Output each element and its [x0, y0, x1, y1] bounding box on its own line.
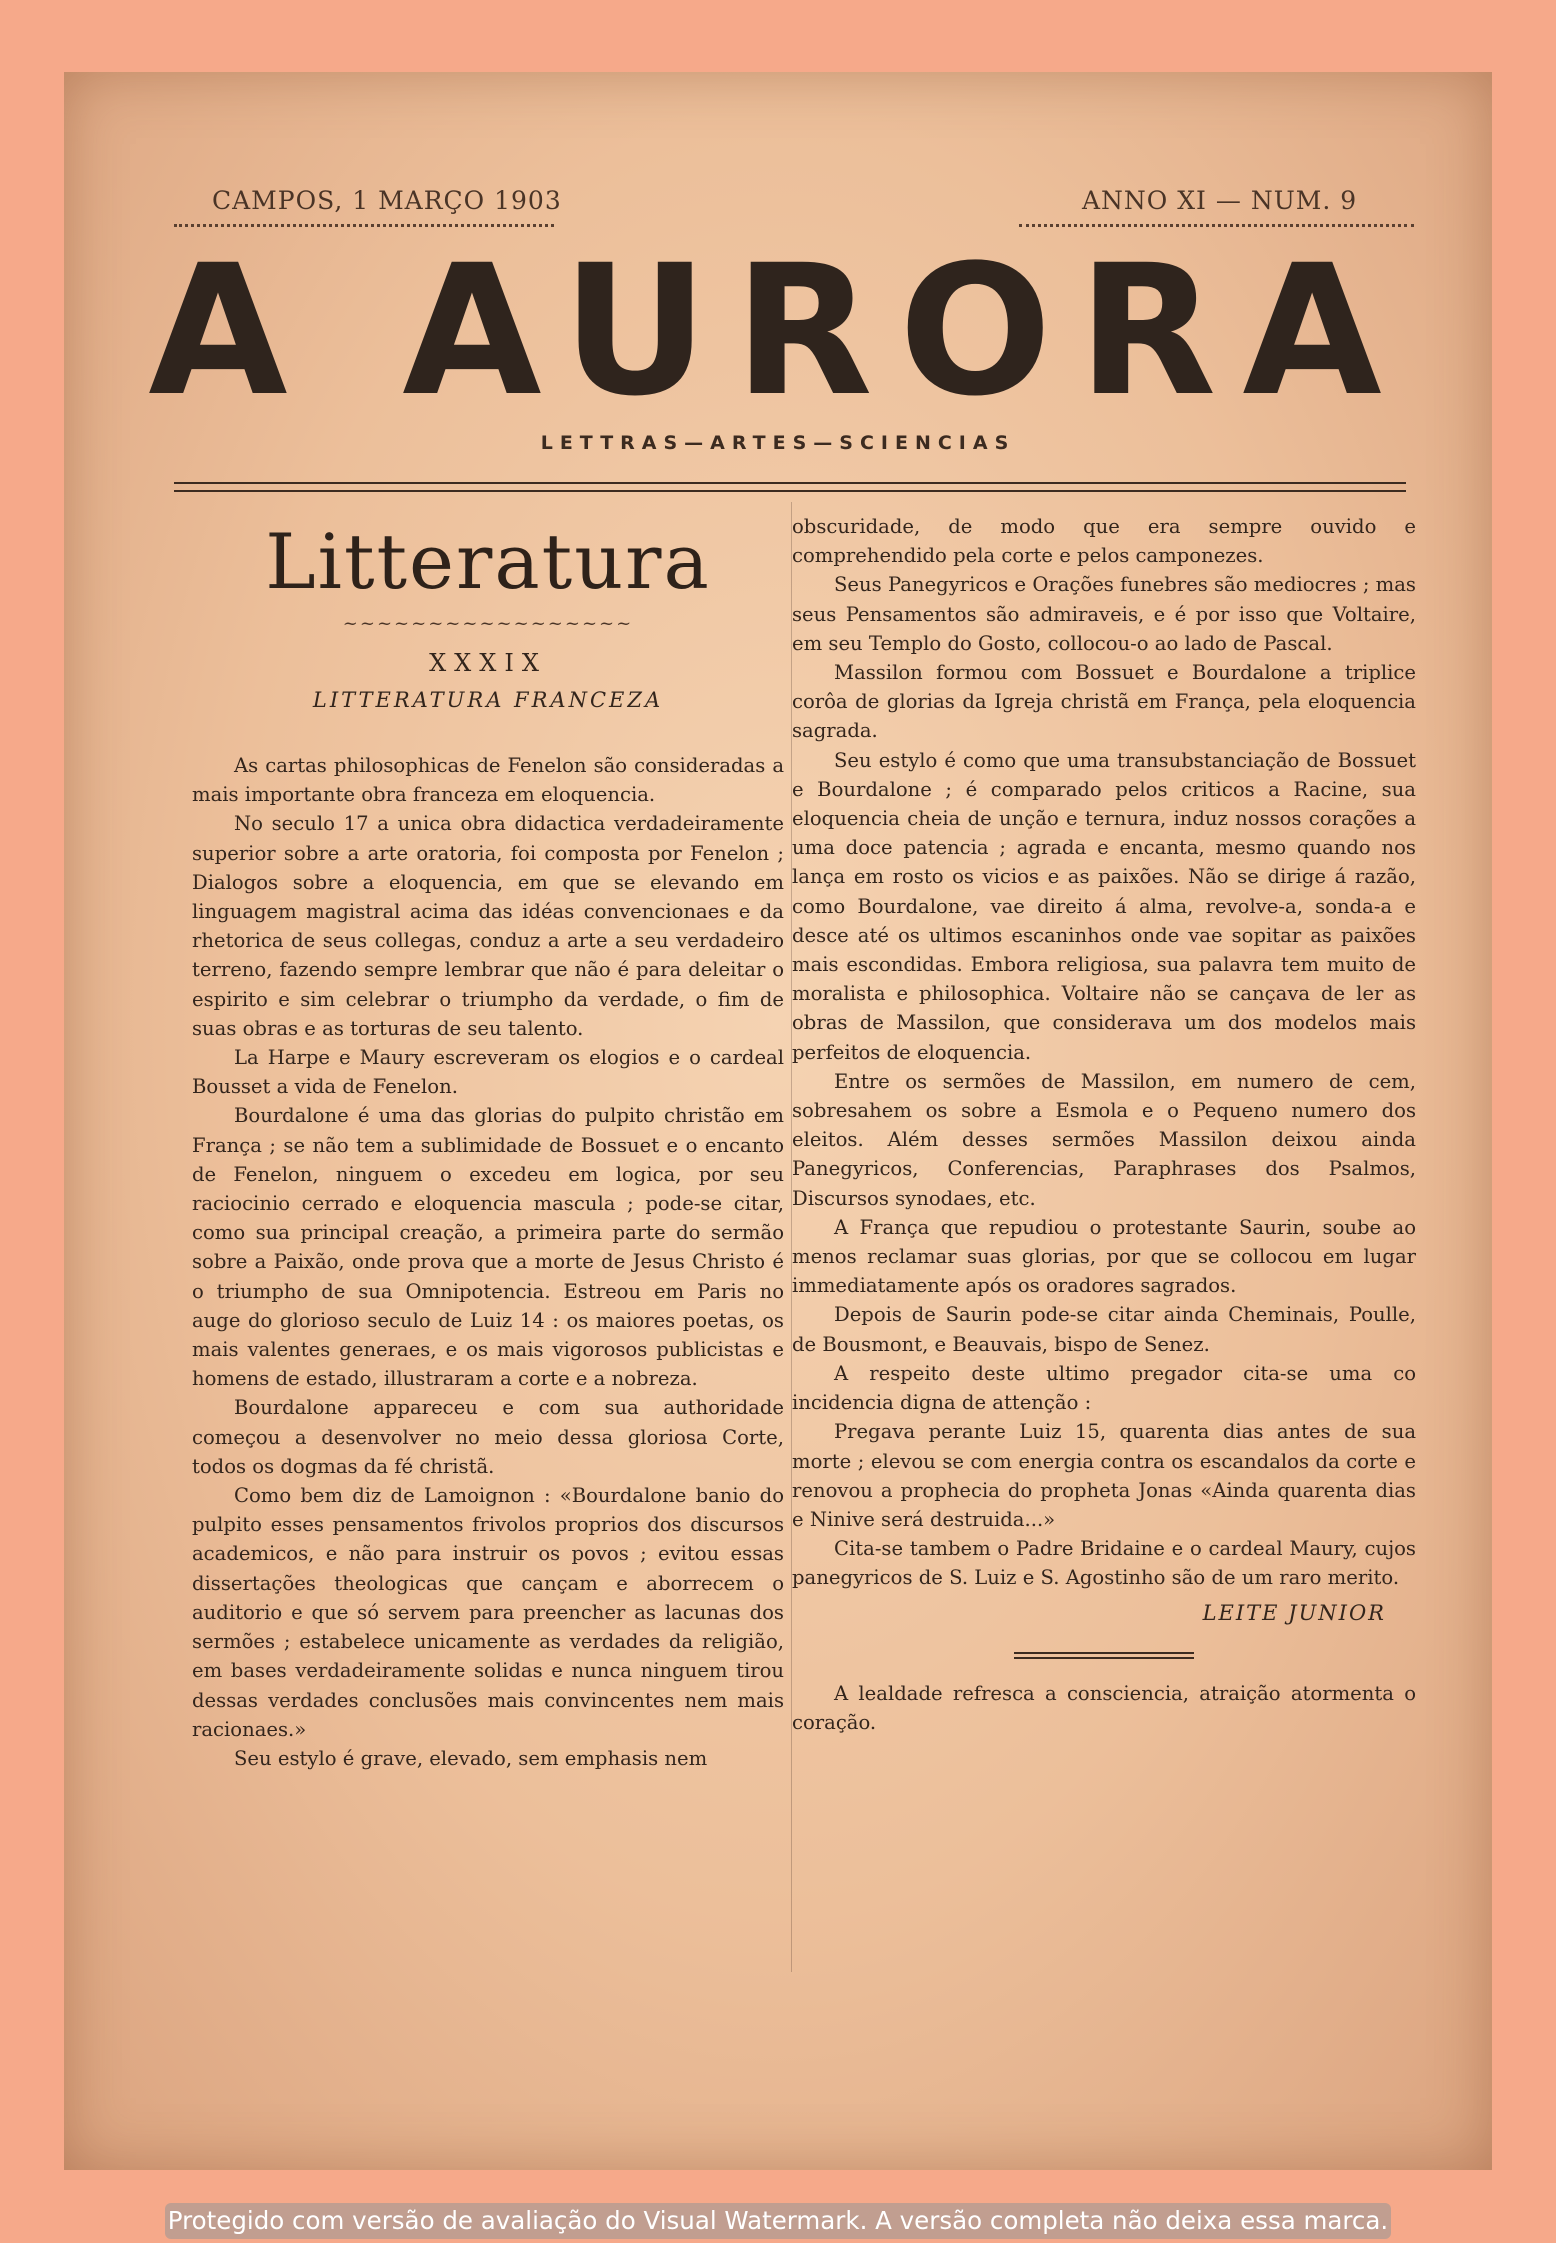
paragraph: Seus Panegyricos e Orações funebres são mediocres ; mas seus Pensamentos são admiraveis, e é por isso que Voltaire, em seu Templo do Gosto, collocou-o ao lado de Pascal. — [792, 573, 1416, 655]
paragraph: A respeito deste ultimo pregador cita-se uma co incidencia digna de attenção : — [792, 1361, 1416, 1415]
paragraph: Cita-se tambem o Padre Bridaine e o cardeal Maury, cujos panegyricos de S. Luiz e S. Agostinho são de um raro merito. — [792, 1537, 1416, 1590]
paragraph: obscuridade, de modo que era sempre ouvido e comprehendido pela corte e pelos camponezes. — [792, 515, 1416, 568]
watermark-banner: Protegido com versão de avaliação do Visual Watermark. A versão completa não deixa essa marca. — [165, 2203, 1391, 2239]
paragraph: Pregava perante Luiz 15, quarenta dias antes de sua morte ; elevou se com energia contra os escandalos da corte e renovou a prophecia do propheta Jonas «Ainda quarenta dias e Ninive será destruida...» — [792, 1420, 1416, 1531]
masthead-rule-top — [174, 482, 1406, 484]
article-subtitle: LITTERATURA FRANCEZA — [312, 687, 664, 712]
article-separator — [1014, 1652, 1194, 1659]
chapter-number: XXXIX — [429, 648, 547, 677]
paragraph: Bourdalone é uma das glorias do pulpito christão em França ; se não tem a sublimidade de Bossuet e o encanto de Fenelon, ninguem o excedeu em logica, por seu raciocinio cerrado e eloquencia mascula ; pode-se citar, como sua principal creação, a primeira parte do sermão sobre a Paixão, onde prova que a morte de Jesus Christo é o triumpho de sua Omnipotencia. Estreou em Paris no auge do glorioso seculo de Luiz 14 : os maiores poetas, os mais valentes generaes, e os mais vigorosos publicistas e homens de estado, illustraram a corte e a nobreza. — [192, 1104, 784, 1391]
paragraph: La Harpe e Maury escreveram os elogios e o cardeal Bousset a vida de Fenelon. — [192, 1046, 784, 1099]
paragraph: Massilon formou com Bossuet e Bourdalone a triplice corôa de glorias da Igreja christã em França, pela eloquencia sagrada. — [792, 661, 1416, 743]
paragraph: Seu estylo é como que uma transubstanciação de Bossuet e Bourdalone ; é comparado pelos criticos a Racine, sua eloquencia cheia de unção e ternura, induz nossos corações a uma doce patencia ; agrada e encanta, mesmo quando nos lança em rosto os vicios e as paixões. Não se dirige á razão, como Bourdalone, vae direito á alma, revolve-a, sonda-a e desce até os ultimos escaninhos onde vae sopitar as paixões mais escondidas. Embora religiosa, sua palavra tem muito de moralista e philosophica. Voltaire não se cançava de ler as obras de Massilon, que considerava um dos modelos mais perfeitos de eloquencia. — [792, 748, 1416, 1064]
paragraph: Seu estylo é grave, elevado, sem emphasis nem — [234, 1746, 708, 1770]
left-column — [192, 512, 784, 1773]
section-title: Litteratura — [265, 517, 711, 606]
title-ornament: ~~~~~~~~~~~~~~~~~ — [342, 613, 634, 635]
paragraph: No seculo 17 a unica obra didactica verdadeiramente superior sobre a arte oratoria, foi composta por Fenelon ; Dialogos sobre a eloquencia, em que se elevando em linguagem magistral acima das idéas convencionaes e da rhetorica de seus collegas, conduz a arte a seu verdadeiro terreno, fazendo sempre lembrar que não é para deleitar o espirito e sim celebrar o triumpho da verdade, o fim de suas obras e as torturas de seu talento. — [192, 812, 784, 1040]
paragraph: Como bem diz de Lamoignon : «Bourdalone banio do pulpito esses pensamentos frivolos proprios dos discursos academicos, e não para instruir os povos ; evitou essas dissertações theologicas que cançam e aborrecem o auditorio e que só servem para preencher as lacunas dos sermões ; estabelece unicamente as verdades da religião, em bases verdadeiramente solidas e nunca ninguem tirou dessas verdades conclusões mais convincentes nem mais racionaes.» — [192, 1484, 784, 1741]
paragraph: Bourdalone appareceu e com sua authoridade começou a desenvolver no meio dessa gloriosa Corte, todos os dogmas da fé christã. — [192, 1396, 784, 1478]
issue-number: ANNO XI — NUM. 9 — [1082, 186, 1358, 215]
author-signature: LEITE JUNIOR — [1202, 1600, 1386, 1625]
issue-date: CAMPOS, 1 MARÇO 1903 — [212, 186, 562, 215]
masthead-title: A AURORA — [148, 227, 1408, 436]
paragraph: As cartas philosophicas de Fenelon são consideradas a mais importante obra franceza em eloquencia. — [192, 754, 784, 807]
newspaper-page — [64, 72, 1492, 2170]
masthead-rule-bottom — [174, 490, 1406, 492]
right-column — [792, 512, 1416, 1737]
paragraph: Depois de Saurin pode-se citar ainda Cheminais, Poulle, de Bousmont, e Beauvais, bispo de Senez. — [792, 1303, 1416, 1356]
paragraph: Entre os sermões de Massilon, em numero de cem, sobresahem os sobre a Esmola e o Pequeno numero dos eleitos. Além desses sermões Massilon deixou ainda Panegyricos, Conferencias, Paraphrases dos Psalmos, Discursos synodaes, etc. — [792, 1069, 1416, 1210]
closing-quote: A lealdade refresca a consciencia, atraição atormenta o coração. — [792, 1681, 1416, 1734]
masthead-tagline: LETTRAS—ARTES—SCIENCIAS — [540, 432, 1016, 454]
paragraph: A França que repudiou o protestante Saurin, soube ao menos reclamar suas glorias, por que se collocou em lugar immediatamente após os oradores sagrados. — [792, 1215, 1416, 1298]
